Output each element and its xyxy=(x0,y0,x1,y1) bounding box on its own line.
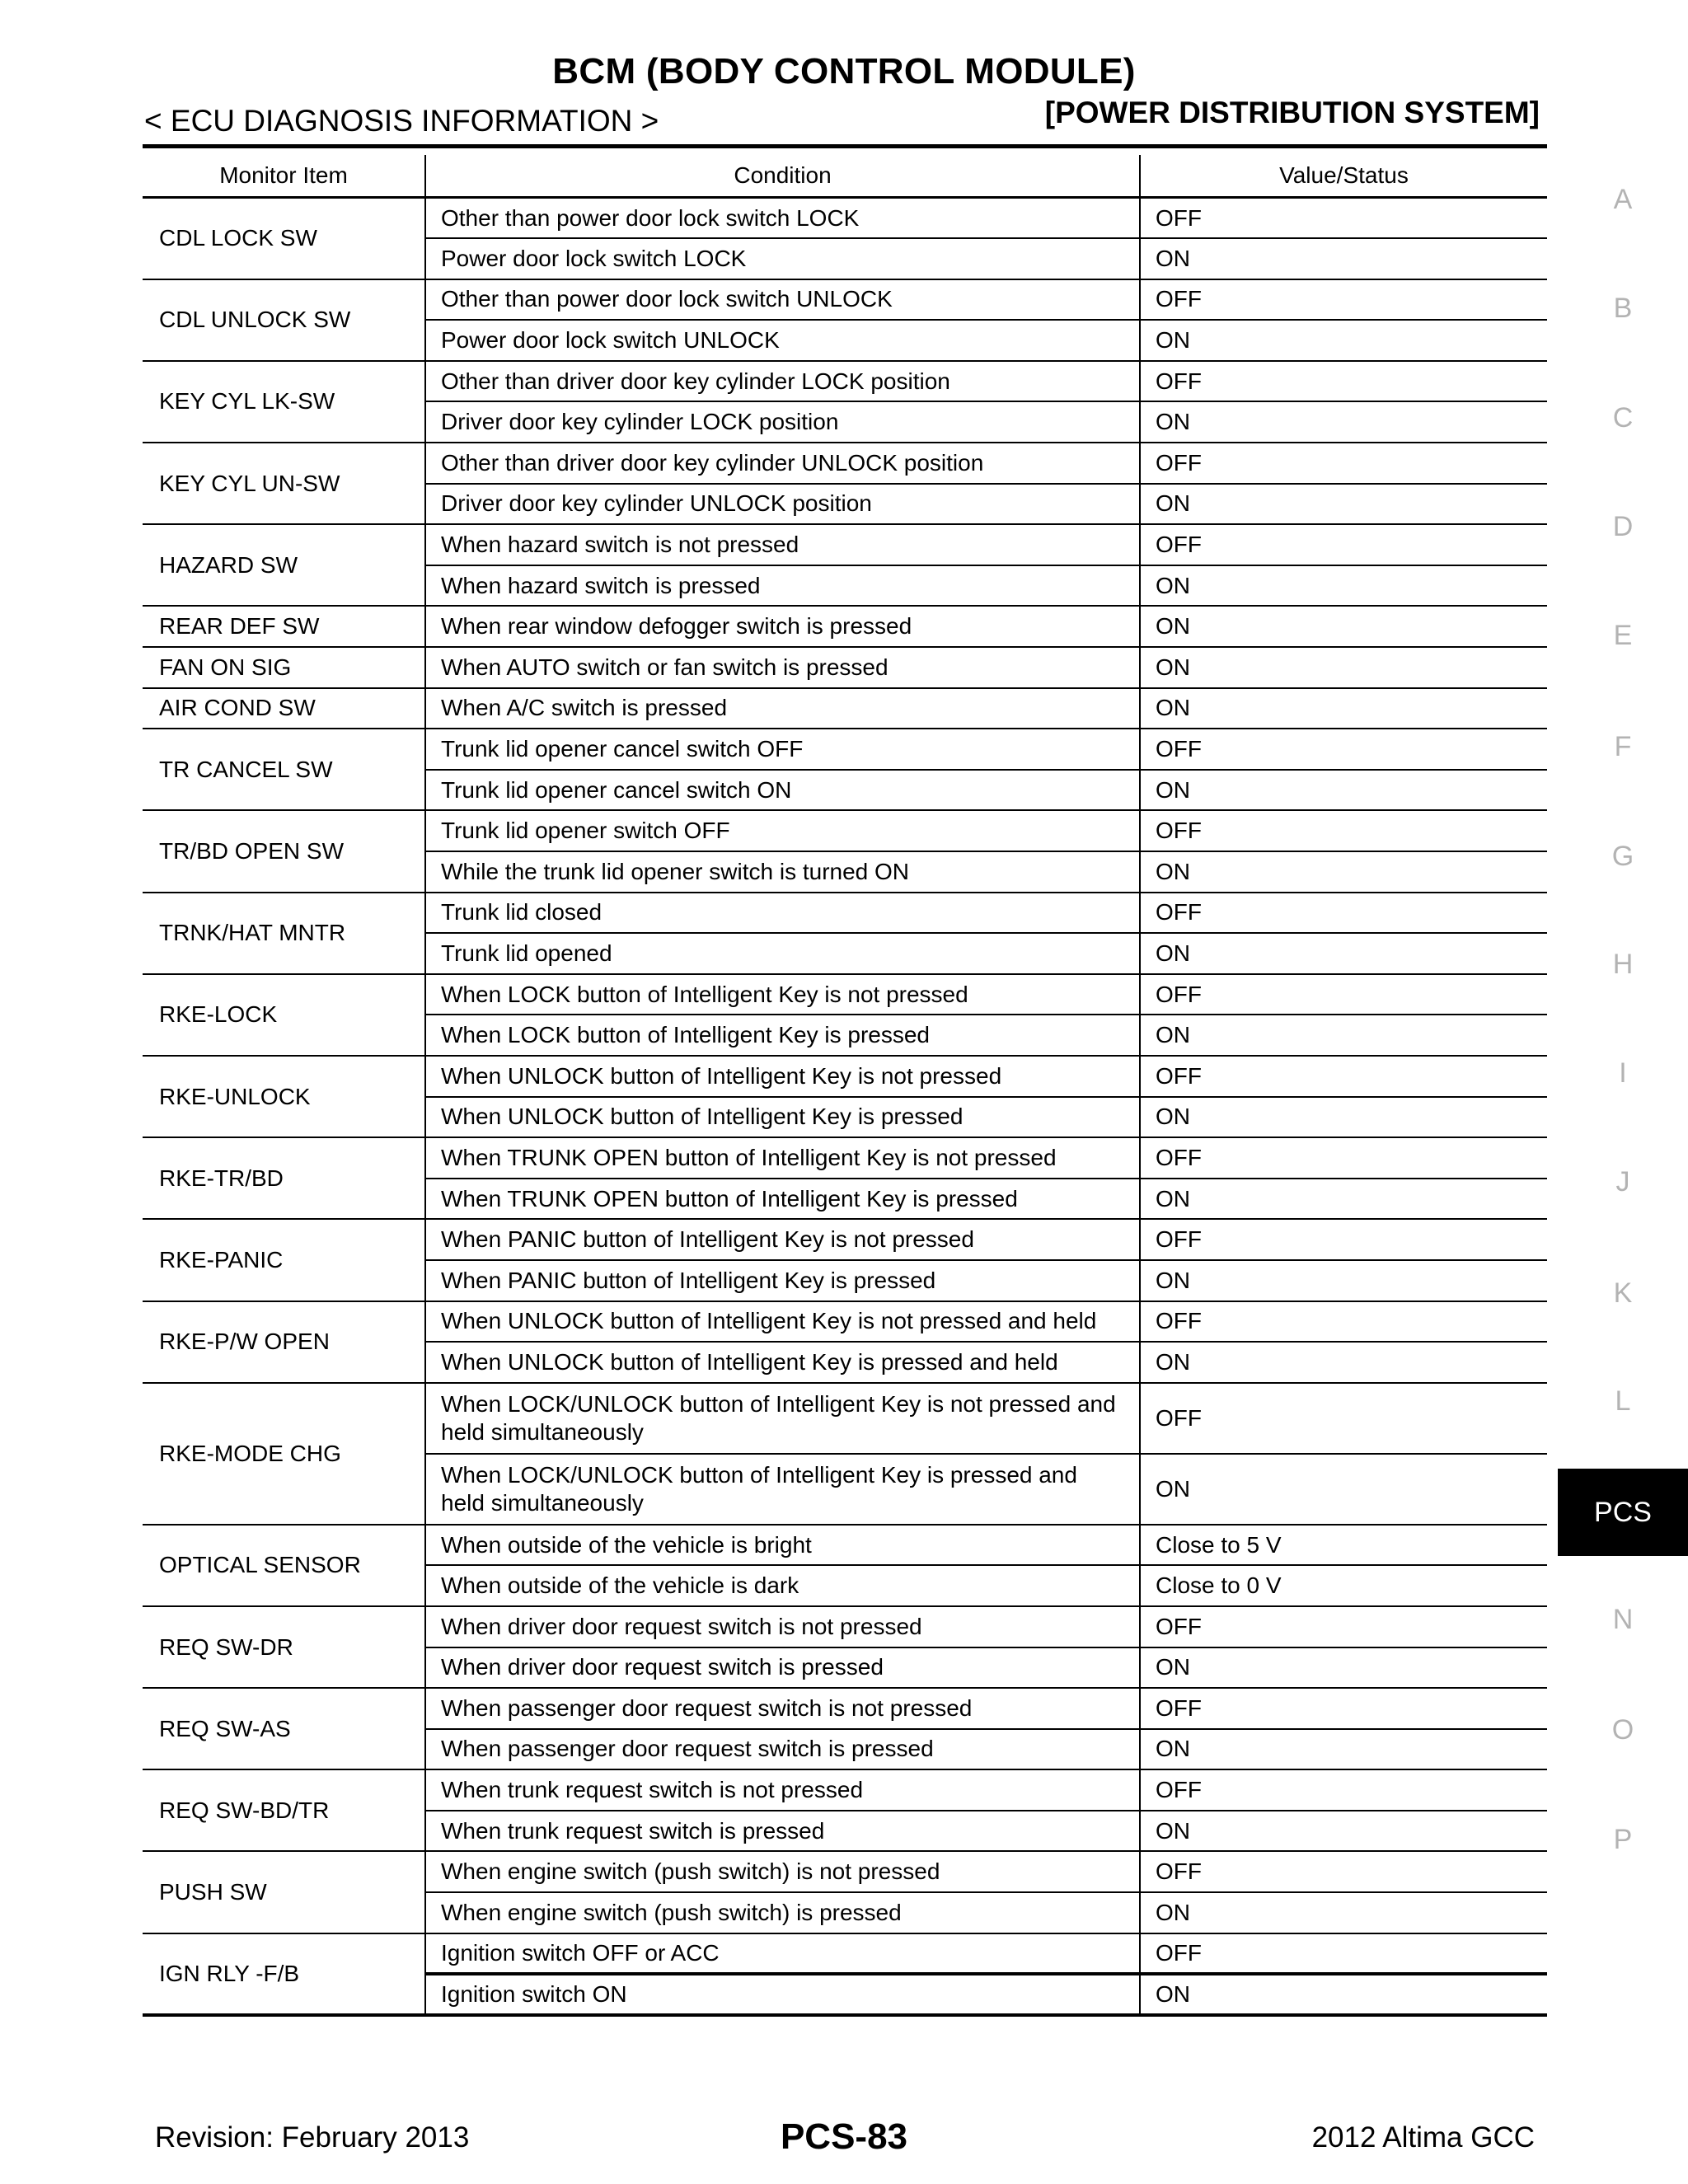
condition-cell: When TRUNK OPEN button of Intelligent Key is pressed xyxy=(425,1179,1140,1220)
value-status-cell: ON xyxy=(1140,1647,1547,1689)
condition-cell: Other than power door lock switch UNLOCK xyxy=(425,279,1140,321)
table-row xyxy=(143,1933,1547,1975)
column-header-monitor-item: Monitor Item xyxy=(143,155,425,198)
value-status-cell: OFF xyxy=(1140,524,1547,565)
value-status-cell: OFF xyxy=(1140,443,1547,484)
value-status-cell: OFF xyxy=(1140,1851,1547,1892)
tab-pcs[interactable]: PCS xyxy=(1558,1469,1688,1556)
tab-o[interactable]: O xyxy=(1611,1714,1634,1746)
condition-cell: When trunk request switch is pressed xyxy=(425,1811,1140,1852)
value-status-cell: OFF xyxy=(1140,1688,1547,1729)
value-status-cell: OFF xyxy=(1140,1606,1547,1647)
monitor-item-cell: KEY CYL LK-SW xyxy=(143,361,425,443)
condition-cell: Driver door key cylinder LOCK position xyxy=(425,401,1140,443)
table-row xyxy=(143,524,1547,565)
value-status-cell: ON xyxy=(1140,1015,1547,1056)
table-row xyxy=(143,1769,1547,1811)
monitor-item-cell: FAN ON SIG xyxy=(143,647,425,688)
page-title: BCM (BODY CONTROL MODULE) xyxy=(552,51,1136,91)
condition-cell: When UNLOCK button of Intelligent Key is not pressed xyxy=(425,1056,1140,1097)
condition-cell: Other than power door lock switch LOCK xyxy=(425,198,1140,239)
model-label: 2012 Altima GCC xyxy=(1311,2121,1535,2154)
monitor-item-cell: CDL UNLOCK SW xyxy=(143,279,425,361)
header-rule xyxy=(143,144,1547,148)
table-row xyxy=(143,688,1547,729)
tab-c[interactable]: C xyxy=(1612,402,1634,434)
condition-cell: When PANIC button of Intelligent Key is not pressed xyxy=(425,1219,1140,1260)
table-row xyxy=(143,1056,1547,1097)
condition-cell: Driver door key cylinder UNLOCK position xyxy=(425,484,1140,525)
condition-cell: Trunk lid opener cancel switch OFF xyxy=(425,729,1140,770)
value-status-cell: ON xyxy=(1140,1342,1547,1383)
value-status-cell: ON xyxy=(1140,688,1547,729)
value-status-cell: Close to 0 V xyxy=(1140,1565,1547,1606)
condition-cell: When A/C switch is pressed xyxy=(425,688,1140,729)
value-status-cell: ON xyxy=(1140,238,1547,279)
column-header-value-status: Value/Status xyxy=(1140,155,1547,198)
table-row xyxy=(143,606,1547,647)
value-status-cell: OFF xyxy=(1140,1137,1547,1179)
tab-k[interactable]: K xyxy=(1613,1277,1633,1309)
tab-j[interactable]: J xyxy=(1615,1166,1630,1197)
value-status-cell: ON xyxy=(1140,770,1547,811)
monitor-item-cell: RKE-TR/BD xyxy=(143,1137,425,1219)
condition-cell: When driver door request switch is not pressed xyxy=(425,1606,1140,1647)
table-row xyxy=(143,1137,1547,1179)
condition-cell: While the trunk lid opener switch is turned ON xyxy=(425,851,1140,893)
condition-cell: Trunk lid opener switch OFF xyxy=(425,810,1140,851)
value-status-cell: ON xyxy=(1140,320,1547,361)
value-status-cell: OFF xyxy=(1140,974,1547,1015)
condition-cell: When engine switch (push switch) is not pressed xyxy=(425,1851,1140,1892)
table-row xyxy=(143,810,1547,851)
monitor-item-cell: AIR COND SW xyxy=(143,688,425,729)
value-status-cell: OFF xyxy=(1140,279,1547,321)
condition-cell: Trunk lid opened xyxy=(425,933,1140,974)
tab-l[interactable]: L xyxy=(1615,1385,1631,1417)
monitor-item-cell: KEY CYL UN-SW xyxy=(143,443,425,524)
condition-cell: When LOCK/UNLOCK button of Intelligent Key is pressed and held simultaneously xyxy=(425,1454,1140,1525)
tab-i[interactable]: I xyxy=(1619,1057,1627,1089)
monitor-item-cell: RKE-MODE CHG xyxy=(143,1383,425,1525)
tab-f[interactable]: F xyxy=(1614,731,1632,762)
condition-cell: Ignition switch OFF or ACC xyxy=(425,1933,1140,1975)
condition-cell: When LOCK/UNLOCK button of Intelligent Key is not pressed and held simultaneously xyxy=(425,1383,1140,1454)
condition-cell: Power door lock switch LOCK xyxy=(425,238,1140,279)
monitor-item-cell: RKE-PANIC xyxy=(143,1219,425,1301)
value-status-cell: ON xyxy=(1140,1260,1547,1301)
value-status-cell: ON xyxy=(1140,933,1547,974)
tab-e[interactable]: E xyxy=(1613,620,1633,651)
tab-g[interactable]: G xyxy=(1611,841,1634,872)
value-status-cell: OFF xyxy=(1140,361,1547,402)
monitor-item-cell: OPTICAL SENSOR xyxy=(143,1525,425,1606)
condition-cell: Trunk lid closed xyxy=(425,893,1140,934)
table-row xyxy=(143,279,1547,321)
monitor-item-cell: IGN RLY -F/B xyxy=(143,1933,425,2015)
value-status-cell: OFF xyxy=(1140,729,1547,770)
table-row xyxy=(143,443,1547,484)
monitor-item-cell: TRNK/HAT MNTR xyxy=(143,893,425,974)
value-status-cell: OFF xyxy=(1140,198,1547,239)
value-status-cell: ON xyxy=(1140,484,1547,525)
tab-n[interactable]: N xyxy=(1612,1604,1634,1635)
value-status-cell: ON xyxy=(1140,1729,1547,1770)
condition-cell: When TRUNK OPEN button of Intelligent Key is not pressed xyxy=(425,1137,1140,1179)
table-row xyxy=(143,1383,1547,1454)
monitor-item-cell: TR CANCEL SW xyxy=(143,729,425,810)
monitor-item-cell: TR/BD OPEN SW xyxy=(143,810,425,892)
monitor-item-cell: RKE-UNLOCK xyxy=(143,1056,425,1137)
condition-cell: When UNLOCK button of Intelligent Key is pressed xyxy=(425,1097,1140,1138)
condition-cell: When engine switch (push switch) is pressed xyxy=(425,1892,1140,1933)
table-row xyxy=(143,974,1547,1015)
condition-cell: When UNLOCK button of Intelligent Key is pressed and held xyxy=(425,1342,1140,1383)
value-status-cell: OFF xyxy=(1140,1769,1547,1811)
condition-cell: When UNLOCK button of Intelligent Key is not pressed and held xyxy=(425,1301,1140,1343)
table-row xyxy=(143,647,1547,688)
condition-cell: When outside of the vehicle is dark xyxy=(425,1565,1140,1606)
tab-d[interactable]: D xyxy=(1612,511,1634,542)
value-status-cell: ON xyxy=(1140,1097,1547,1138)
value-status-cell: ON xyxy=(1140,565,1547,607)
table-row xyxy=(143,361,1547,402)
page-number: PCS-83 xyxy=(780,2116,908,2157)
value-status-cell: ON xyxy=(1140,1892,1547,1933)
value-status-cell: OFF xyxy=(1140,810,1547,851)
value-status-cell: ON xyxy=(1140,851,1547,893)
monitor-item-cell: REQ SW-DR xyxy=(143,1606,425,1688)
condition-cell: Power door lock switch UNLOCK xyxy=(425,320,1140,361)
table-row xyxy=(143,198,1547,239)
monitor-item-cell: PUSH SW xyxy=(143,1851,425,1933)
condition-cell: When PANIC button of Intelligent Key is pressed xyxy=(425,1260,1140,1301)
tab-b[interactable]: B xyxy=(1613,293,1633,324)
value-status-cell: ON xyxy=(1140,401,1547,443)
revision-label: Revision: February 2013 xyxy=(155,2121,470,2154)
column-header-condition: Condition xyxy=(425,155,1140,198)
condition-cell: When hazard switch is not pressed xyxy=(425,524,1140,565)
monitor-item-cell: CDL LOCK SW xyxy=(143,198,425,279)
monitor-item-cell: RKE-LOCK xyxy=(143,974,425,1056)
value-status-cell: OFF xyxy=(1140,1056,1547,1097)
value-status-cell: OFF xyxy=(1140,1383,1547,1454)
value-status-cell: ON xyxy=(1140,1179,1547,1220)
table-row xyxy=(143,1525,1547,1566)
monitor-table xyxy=(143,155,1547,2017)
condition-cell: Other than driver door key cylinder UNLOCK position xyxy=(425,443,1140,484)
condition-cell: When driver door request switch is pressed xyxy=(425,1647,1140,1689)
monitor-item-cell: REQ SW-BD/TR xyxy=(143,1769,425,1851)
condition-cell: When AUTO switch or fan switch is pressed xyxy=(425,647,1140,688)
condition-cell: When passenger door request switch is not pressed xyxy=(425,1688,1140,1729)
condition-cell: When rear window defogger switch is pressed xyxy=(425,606,1140,647)
monitor-item-cell: RKE-P/W OPEN xyxy=(143,1301,425,1383)
condition-cell: Other than driver door key cylinder LOCK position xyxy=(425,361,1140,402)
value-status-cell: ON xyxy=(1140,647,1547,688)
value-status-cell: ON xyxy=(1140,1811,1547,1852)
table-row xyxy=(143,1851,1547,1892)
table-row xyxy=(143,1219,1547,1260)
value-status-cell: ON xyxy=(1140,1974,1547,2015)
condition-cell: When trunk request switch is not pressed xyxy=(425,1769,1140,1811)
tab-h[interactable]: H xyxy=(1612,949,1634,980)
table-header-row xyxy=(143,155,1547,198)
condition-cell: When hazard switch is pressed xyxy=(425,565,1140,607)
table-body xyxy=(143,198,1547,2015)
condition-cell: Trunk lid opener cancel switch ON xyxy=(425,770,1140,811)
section-heading: < ECU DIAGNOSIS INFORMATION > xyxy=(144,104,659,138)
value-status-cell: Close to 5 V xyxy=(1140,1525,1547,1566)
value-status-cell: OFF xyxy=(1140,893,1547,934)
condition-cell: When passenger door request switch is pressed xyxy=(425,1729,1140,1770)
condition-cell: When outside of the vehicle is bright xyxy=(425,1525,1140,1566)
table-row xyxy=(143,729,1547,770)
tab-a[interactable]: A xyxy=(1613,184,1633,215)
value-status-cell: OFF xyxy=(1140,1301,1547,1343)
monitor-item-cell: REQ SW-AS xyxy=(143,1688,425,1769)
condition-cell: When LOCK button of Intelligent Key is pressed xyxy=(425,1015,1140,1056)
monitor-item-cell: REAR DEF SW xyxy=(143,606,425,647)
value-status-cell: OFF xyxy=(1140,1219,1547,1260)
table-row xyxy=(143,1301,1547,1343)
value-status-cell: OFF xyxy=(1140,1933,1547,1975)
value-status-cell: ON xyxy=(1140,1454,1547,1525)
table-row xyxy=(143,893,1547,934)
system-heading: [POWER DISTRIBUTION SYSTEM] xyxy=(1044,96,1540,129)
monitor-item-cell: HAZARD SW xyxy=(143,524,425,606)
condition-cell: Ignition switch ON xyxy=(425,1974,1140,2015)
tab-p[interactable]: P xyxy=(1613,1824,1633,1855)
table-row xyxy=(143,1688,1547,1729)
condition-cell: When LOCK button of Intelligent Key is not pressed xyxy=(425,974,1140,1015)
table-row xyxy=(143,1606,1547,1647)
value-status-cell: ON xyxy=(1140,606,1547,647)
